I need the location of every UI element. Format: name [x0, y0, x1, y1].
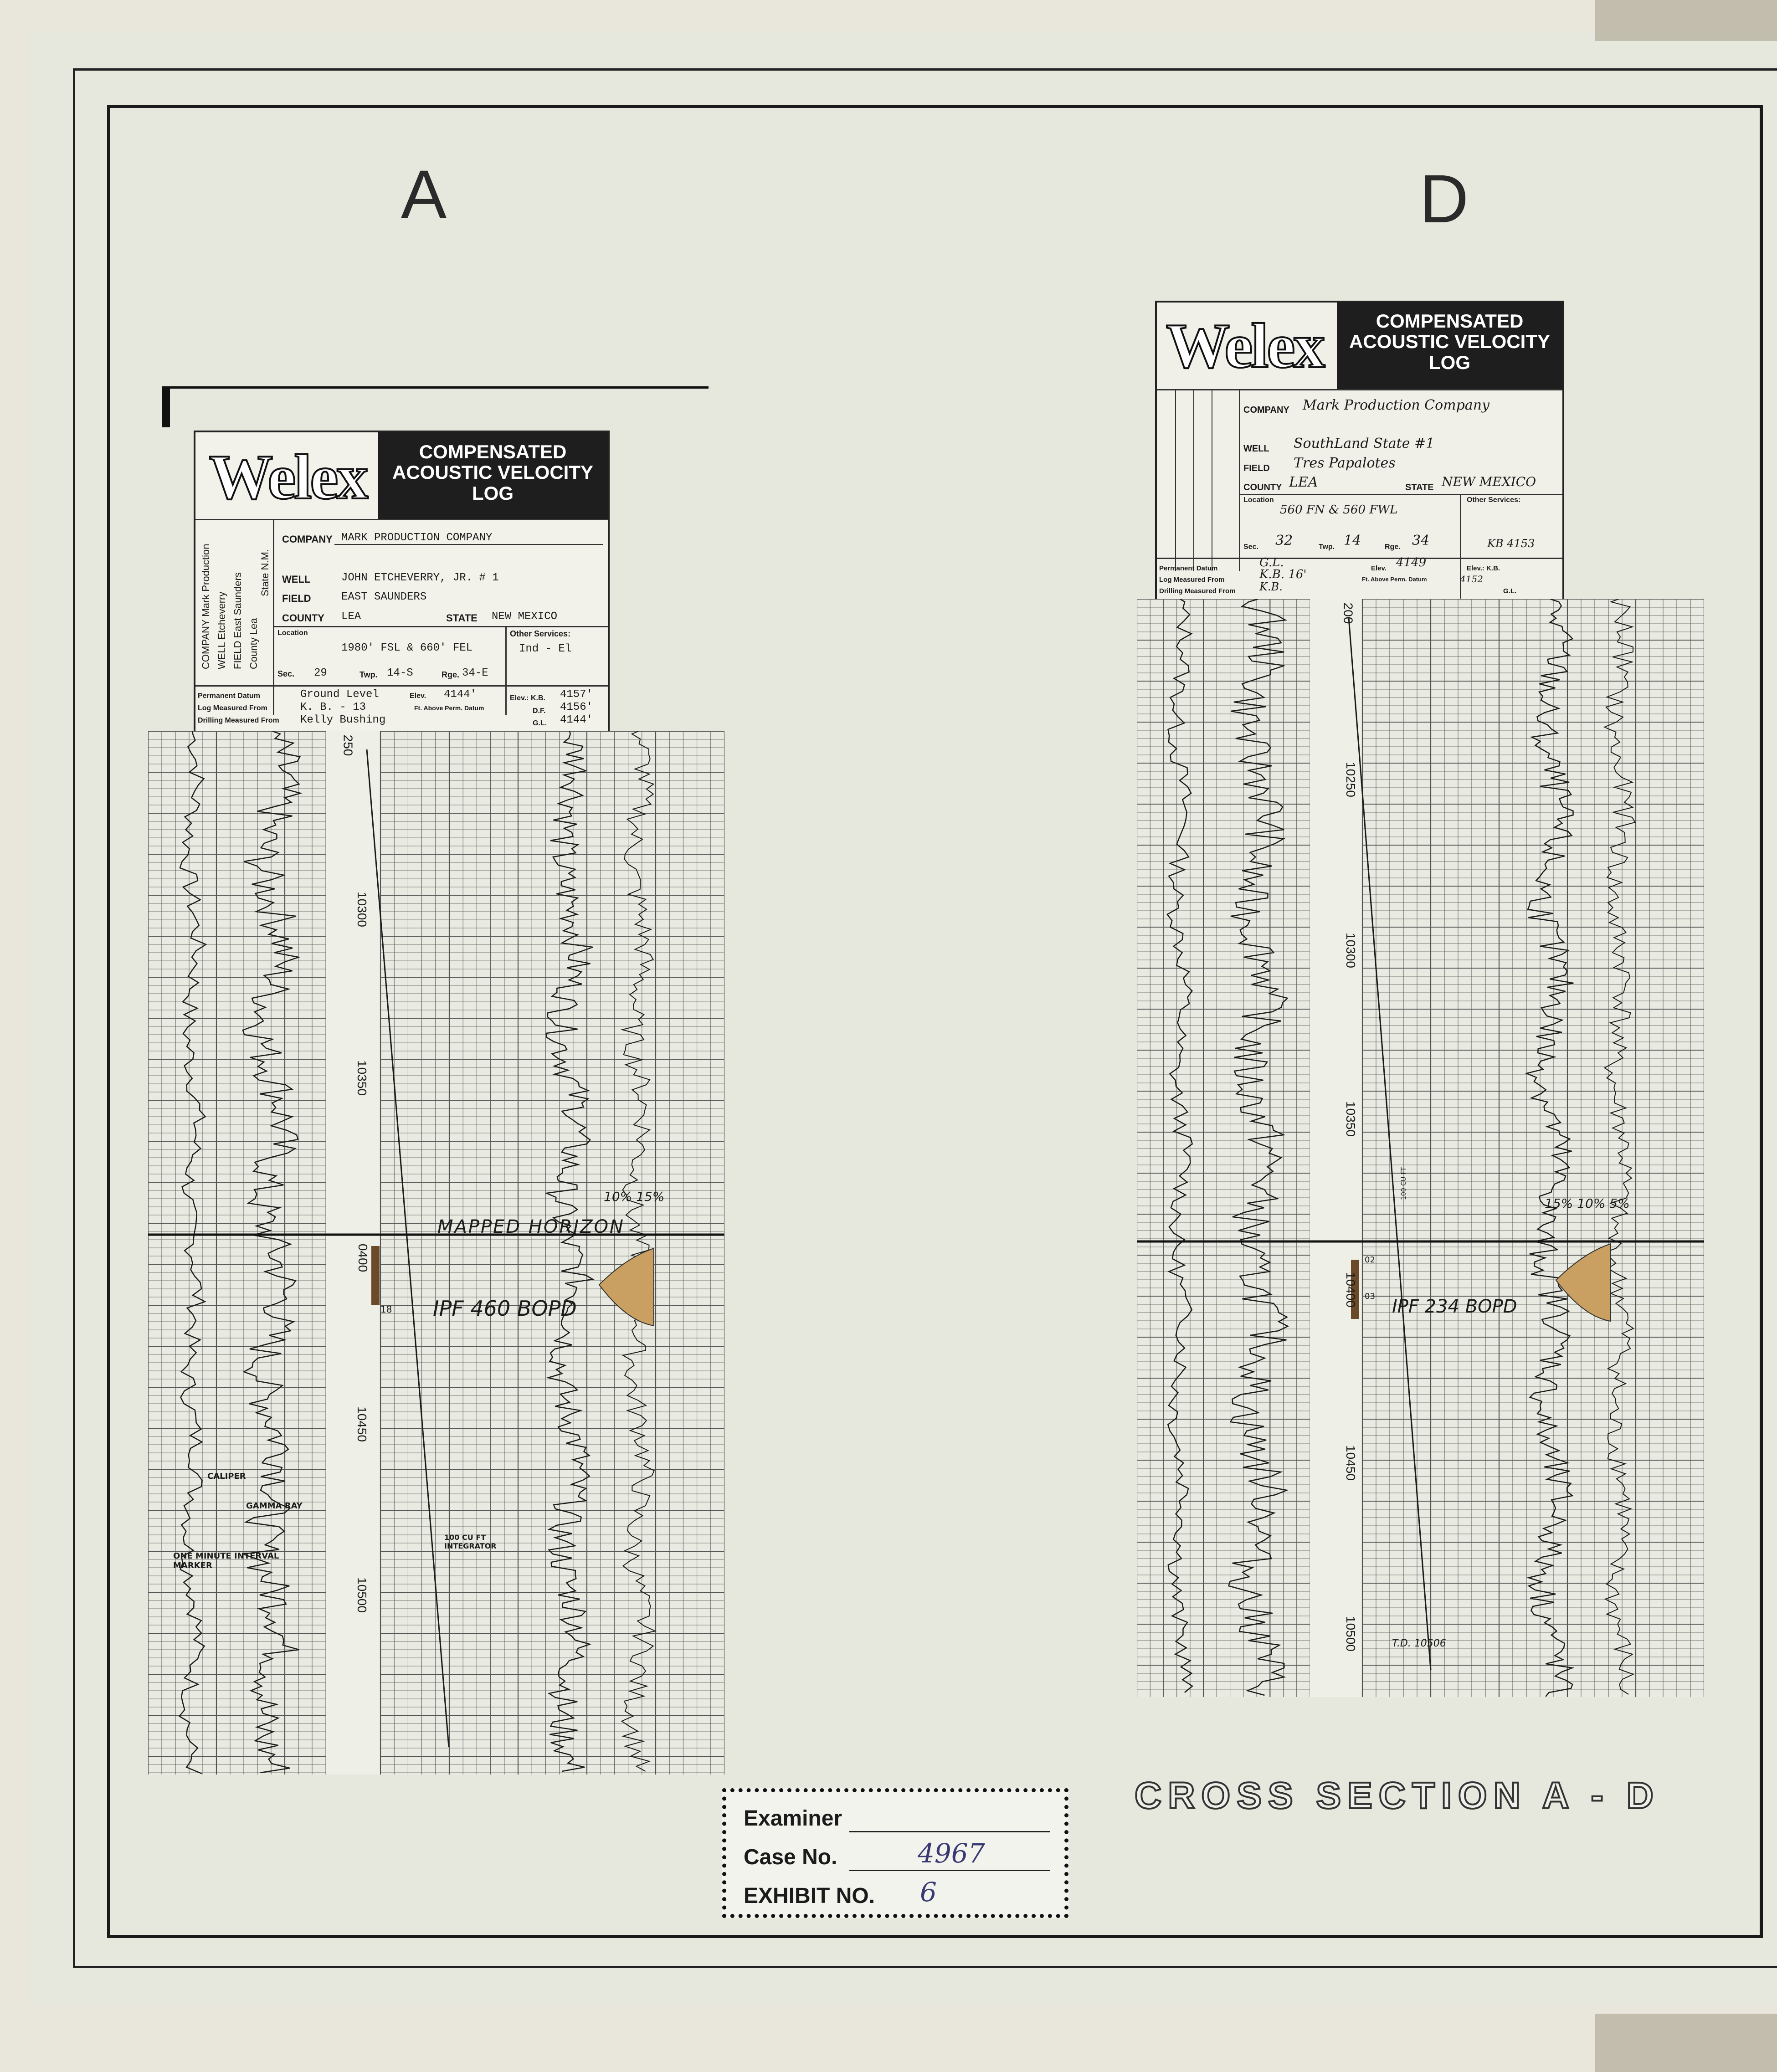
left-depth-label: 10350	[354, 1060, 369, 1096]
side-label-state: State N.M.	[259, 549, 271, 596]
location-value: 560 FN & 560 FWL	[1280, 503, 1398, 517]
left-pct-labels: 10% 15%	[604, 1189, 665, 1204]
cross-section-title: CROSS SECTION A - D	[1135, 1775, 1660, 1816]
exhibit-stamp	[722, 1788, 1068, 1918]
welex-logo: Welex	[209, 442, 367, 513]
drilling-measured-label: Drilling Measured From	[198, 717, 279, 724]
location-label: Location	[277, 629, 308, 637]
left-perf-mark: 18	[380, 1304, 392, 1315]
right-pct-labels: 15% 10% 5%	[1545, 1196, 1630, 1211]
td-label: T.D. 10506	[1392, 1638, 1446, 1649]
examiner-line	[849, 1831, 1050, 1832]
welex-logo: Welex	[1166, 311, 1324, 381]
integrator-label: 100 CU FT INTEGRATOR	[444, 1533, 497, 1550]
right-depth-label: 200	[1341, 602, 1356, 624]
location-label: Location	[1243, 496, 1274, 504]
right-log-graphics	[1137, 599, 1704, 1697]
right-depth-label: 10250	[1343, 762, 1358, 797]
right-depth-label: 10400	[1343, 1272, 1358, 1308]
track-background	[1362, 599, 1704, 1697]
examiner-label: Examiner	[744, 1806, 842, 1831]
rule	[334, 544, 603, 545]
rge-value: 34-E	[462, 667, 488, 679]
case-line	[849, 1870, 1050, 1871]
bracket-side	[162, 386, 170, 427]
rule	[273, 626, 608, 627]
exhibit-value: 6	[920, 1877, 937, 1908]
county-value: LEA	[1289, 474, 1318, 490]
section-letter-a: A	[401, 156, 447, 232]
well-label: WELL	[1243, 444, 1269, 454]
rge-value: 34	[1412, 533, 1430, 549]
left-log-strip	[148, 731, 724, 1775]
rule	[1175, 389, 1176, 571]
sec-value: 32	[1275, 533, 1293, 549]
elev-gl-value: 4144'	[560, 714, 593, 726]
field-value: Tres Papalotes	[1294, 455, 1396, 471]
interval-marker-label: ONE MINUTE INTERVAL MARKER	[173, 1551, 279, 1570]
above-datum-label: Ft. Above Perm. Datum	[414, 704, 484, 712]
county-label: COUNTY	[282, 612, 324, 624]
rule	[505, 626, 507, 715]
rule	[1239, 494, 1562, 495]
field-label: FIELD	[1243, 463, 1270, 473]
rule	[1193, 389, 1194, 571]
section-letter-d: D	[1419, 160, 1469, 237]
well-value: SouthLand State #1	[1294, 436, 1435, 451]
log-measured-value: K. B. - 13	[300, 701, 366, 713]
right-ipf-label: IPF 234 BOPD	[1392, 1296, 1517, 1317]
exhibit-label: EXHIBIT NO.	[744, 1884, 875, 1908]
perm-datum-value: Ground Level	[300, 688, 379, 701]
left-log-header: Welex COMPENSATED ACOUSTIC VELOCITY LOG COMPANY Mark Production WELL Etcheverry FIELD East Saunders County Lea State N.M. COMPANY MARK PRODUCTION COMPANY WELL JOHN ETCHEVERRY, JR. # 1 FIELD EAST SAUNDERS COUNTY LEA STATE NEW MEXICO Location 1980' FSL & 660' FEL Other Services: Ind - El Sec. 29 Twp. 14-S Rge. 34-E Permanent Datum Ground Level Elev. 4144' Log Measured From K. B. - 13 Ft. Above Perm. Datum Drilling Measured From Kelly Bushing Elev.: K.B. 4157' D.F. 4156' G.L. 4144'	[194, 431, 610, 733]
state-value: NEW MEXICO	[492, 610, 558, 623]
track-background	[380, 731, 724, 1775]
state-label: STATE	[1405, 482, 1434, 492]
header-divider	[195, 519, 608, 520]
left-depth-label: 10300	[354, 892, 369, 927]
drilling-measured-value: Kelly Bushing	[300, 714, 386, 726]
other-services-value: Ind - El	[519, 643, 572, 655]
rule	[1157, 558, 1562, 559]
side-label-well: WELL Etcheverry	[216, 591, 227, 669]
side-label-field: FIELD East Saunders	[232, 572, 243, 669]
right-perf-mark: 02	[1365, 1255, 1375, 1265]
case-label: Case No.	[744, 1845, 837, 1869]
left-depth-label: 0400	[356, 1243, 370, 1272]
field-label: FIELD	[282, 593, 311, 604]
kb-value: KB 4153	[1487, 537, 1535, 550]
other-services-label: Other Services:	[1467, 496, 1521, 504]
right-depth-label: 10450	[1343, 1445, 1358, 1481]
state-value: NEW MEXICO	[1442, 474, 1536, 489]
drilling-measured-value: K.B.	[1259, 580, 1283, 593]
perm-datum-label: Permanent Datum	[198, 692, 260, 700]
twp-value: 14	[1344, 533, 1361, 549]
elev-value: 4149	[1396, 556, 1427, 569]
elev-kb-value: 4157'	[560, 688, 593, 701]
county-value: LEA	[341, 610, 361, 623]
right-log-strip	[1137, 599, 1704, 1697]
perforation-marker	[371, 1246, 380, 1305]
track-background	[1137, 599, 1310, 1697]
track-background	[148, 731, 326, 1775]
elev-df-value: 4152	[1460, 574, 1483, 585]
scan-shadow-top	[1595, 0, 1777, 41]
rule	[1157, 389, 1562, 390]
log-measured-label: Log Measured From	[198, 704, 267, 712]
other-services-label: Other Services:	[510, 629, 571, 638]
county-label: COUNTY	[1243, 482, 1282, 492]
gamma-ray-label: GAMMA RAY	[246, 1501, 303, 1511]
left-depth-label: 250	[341, 734, 355, 756]
right-depth-label: 10350	[1343, 1101, 1358, 1137]
side-label-company: COMPANY Mark Production	[200, 544, 211, 669]
bracket-top	[162, 386, 709, 389]
company-label: COMPANY	[1243, 405, 1289, 415]
rule	[195, 685, 608, 687]
company-value: MARK PRODUCTION COMPANY	[341, 532, 493, 544]
sec-value: 29	[314, 667, 327, 679]
log-type-banner: COMPENSATED ACOUSTIC VELOCITY LOG	[378, 432, 608, 519]
left-ipf-label: IPF 460 BOPD	[433, 1296, 577, 1321]
state-label: STATE	[446, 612, 478, 624]
left-log-graphics	[148, 731, 724, 1775]
left-depth-label: 10450	[354, 1406, 369, 1442]
right-depth-label: 10500	[1343, 1616, 1358, 1651]
right-log-header: Welex COMPENSATED ACOUSTIC VELOCITY LOG COMPANY Mark Production Company WELL SouthLand State #1 FIELD Tres Papalotes COUNTY LEA STATE NEW MEXICO Location 560 FN & 560 FWL Other Services: Sec. 32 Twp. 14 Rge. 34 KB 4153 Permanent Datum G.L. Elev. 4149 Log Measured From K.B. 16' Ft. Above Perm. Datum Drilling Measured From K.B. Elev.: K.B. 4152 G.L.	[1155, 301, 1564, 603]
company-value: Mark Production Company	[1303, 397, 1489, 413]
right-integrator-note: 100 CU FT	[1400, 1167, 1408, 1200]
elev-value: 4144'	[444, 688, 477, 701]
company-label: COMPANY	[282, 533, 333, 545]
scan-shadow-bottom	[1595, 2014, 1777, 2072]
log-measured-value: K.B. 16'	[1259, 568, 1307, 581]
right-depth-label: 10300	[1343, 933, 1358, 968]
right-perf-mark: 03	[1365, 1292, 1375, 1301]
elev-df-value: 4156'	[560, 701, 593, 713]
field-value: EAST SAUNDERS	[341, 591, 427, 603]
mapped-horizon-label: MAPPED HORIZON	[437, 1216, 625, 1237]
well-label: WELL	[282, 574, 311, 585]
log-type-banner: COMPENSATED ACOUSTIC VELOCITY LOG	[1337, 303, 1562, 389]
twp-value: 14-S	[387, 667, 413, 679]
side-label-county: County Lea	[248, 618, 259, 669]
caliper-label: CALIPER	[207, 1472, 246, 1481]
well-value: JOHN ETCHEVERRY, JR. # 1	[341, 572, 499, 584]
case-value: 4967	[918, 1838, 985, 1869]
location-value: 1980' FSL & 660' FEL	[341, 642, 473, 654]
rule	[1239, 389, 1240, 571]
left-depth-label: 10500	[354, 1577, 369, 1613]
gl-label: G.L.	[1503, 587, 1517, 595]
perm-datum-value: G.L.	[1259, 556, 1284, 569]
